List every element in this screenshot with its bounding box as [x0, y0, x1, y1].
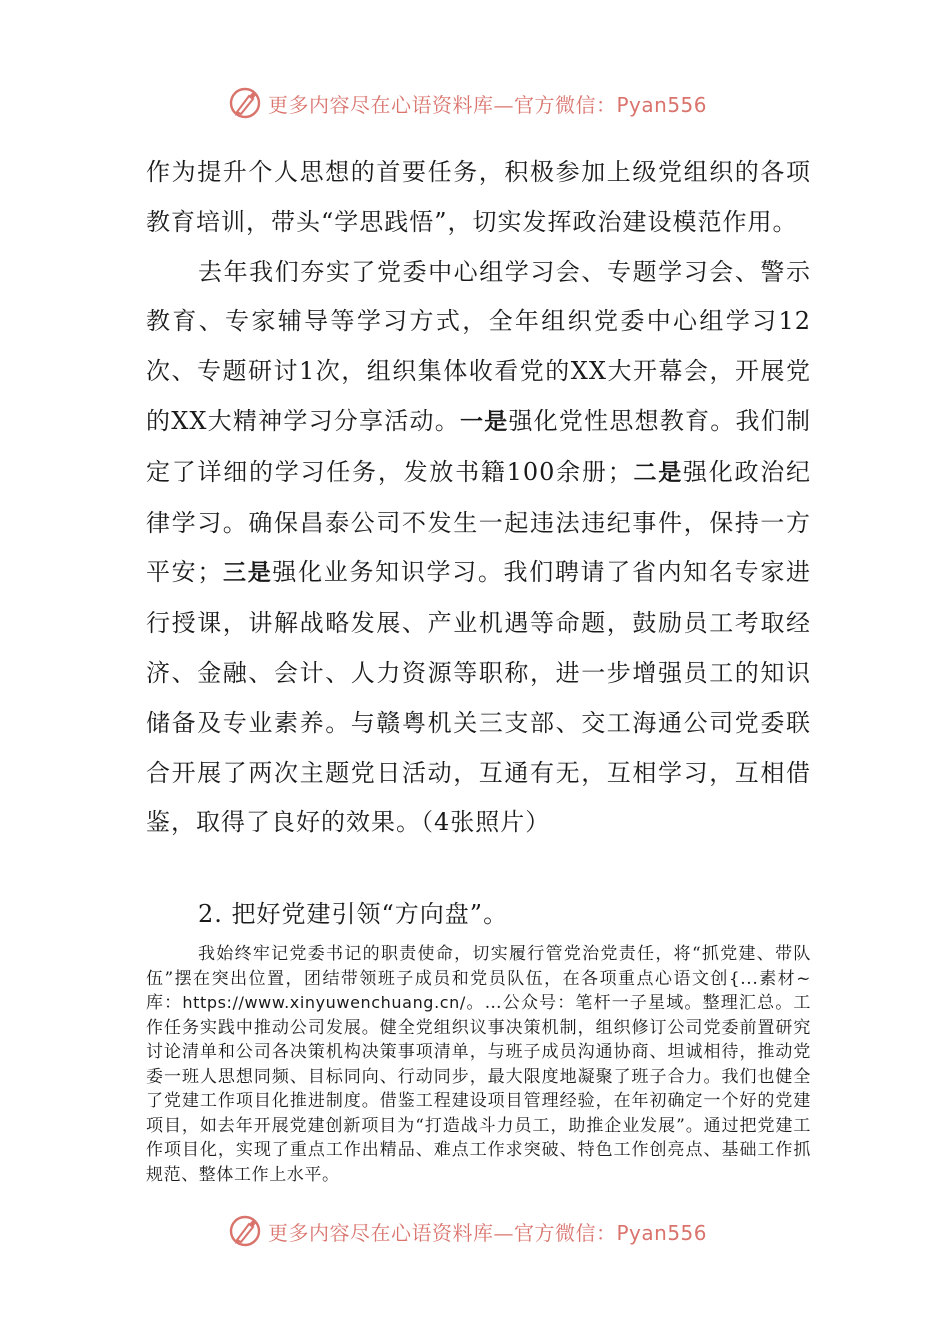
paragraph-party-building: 我始终牢记党委书记的职责使命，切实履行管党治党责任，将“抓党建、带队伍”摆在突出位置，团结带领班子成员和党员队伍，在各项重点心语文创{...素材~库：https://www.xinyuwenchuang.cn/。…公众号：笔杆一子星域。整理汇总。工作任务实践中推动公司发展。健全党组织议事决策机制，组织修订公司党委前置研究讨论清单和公司各决策机构决策事项清单，与班子成员沟通协商、坦诚相待，推动党委一班人思想同频、目标同向、行动同步，最大限度地凝聚了班子合力。我们也健全了党建工作项目化推进制度。借鉴工程建设项目管理经验，在年初确定一个好的党建项目，如去年开展党建创新项目为“打造战斗力员工，助推企业发展”。通过把党建工作项目化，实现了重点工作出精品、难点工作求突破、特色工作创亮点、基础工作抓规范、整体工作上水平。 [146, 944, 811, 1185]
header-wechat-id: Pyan556 [616, 92, 708, 117]
pen-nib-logo-icon [228, 1214, 262, 1248]
pen-nib-logo-icon [228, 86, 262, 120]
watermark-url: https://www.xinyuwenchuang.cn/ [182, 993, 466, 1012]
paragraph-study: 去年我们夯实了党委中心组学习会、专题学习会、警示教育、专家辅导等学习方式，全年组织党委中心组学习12次、专题研讨1次，组织集体收看党的XX大开幕会，开展党的XX大精神学习分享活动。一是强化党性思想教育。我们制定了详细的学习任务，发放书籍100余册；二是强化政治纪律学习。确保昌泰公司不发生一起违法违纪事件，保持一方平安；三是强化业务知识学习。我们聘请了省内知名专家进行授课，讲解战略发展、产业机遇等命题，鼓励员工考取经济、金融、会计、人力资源等职称，进一步增强员工的知识储备及专业素养。与赣粤机关三支部、交工海通公司党委联合开展了两次主题党日活动，互通有无，互相学习，互相借鉴，取得了良好的效果。（4张照片） [146, 257, 812, 837]
footer-banner-text: 更多内容尽在心语资料库—官方微信：Pyan556 [268, 1220, 708, 1245]
emphasis-first: 一是 [459, 408, 509, 435]
emphasis-second: 二是 [632, 459, 683, 486]
small-body [146, 942, 811, 1187]
header-banner [0, 80, 950, 128]
emphasis-third: 三是 [222, 560, 273, 587]
footer-wechat-id: Pyan556 [616, 1220, 708, 1245]
paragraph-continuation: 作为提升个人思想的首要任务，积极参加上级党组织的各项教育培训，带头“学思践悟”，切实发挥政治建设模范作用。 [146, 158, 811, 236]
header-banner-text: 更多内容尽在心语资料库—官方微信：Pyan556 [268, 92, 708, 117]
footer-banner [0, 1208, 950, 1256]
main-body [146, 148, 811, 848]
section-heading: 2. 把好党建引领“方向盘”。 [198, 900, 509, 928]
